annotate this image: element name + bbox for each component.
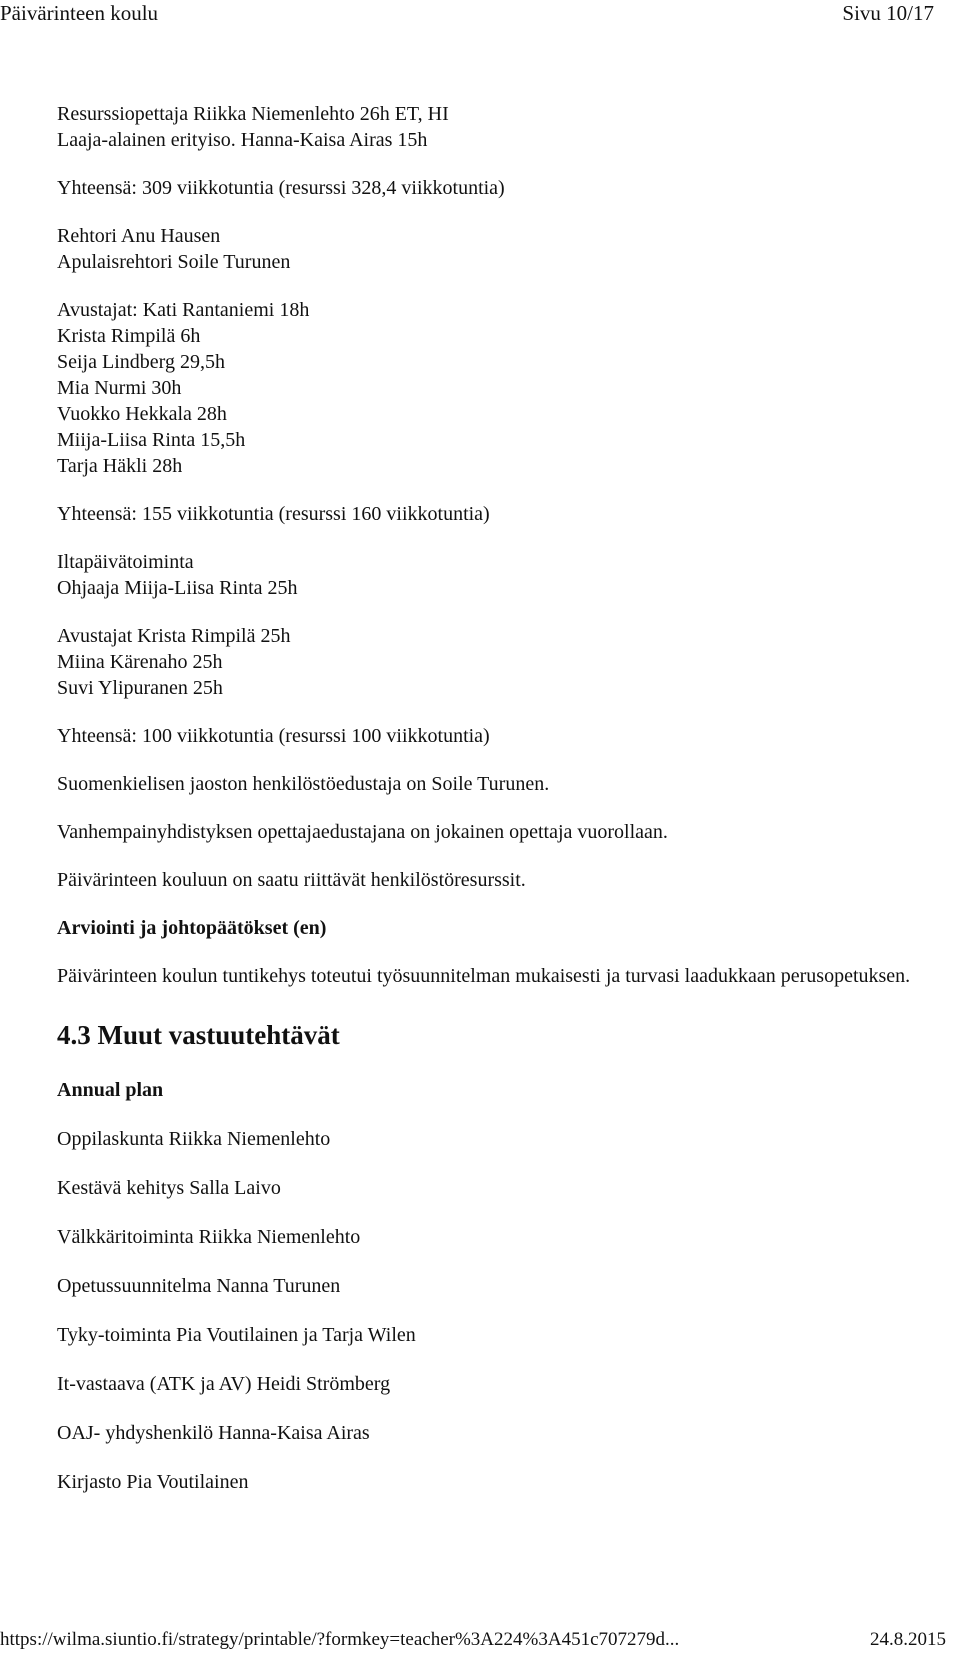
assistant-line: Avustajat: Kati Rantaniemi 18h — [57, 299, 310, 321]
afternoon-total-line: Yhteensä: 100 viikkotuntia (resurssi 100 viikkotuntia) — [57, 725, 490, 747]
teacher-total-line: Yhteensä: 309 viikkotuntia (resurssi 328,4 viikkotuntia) — [57, 177, 505, 199]
section-heading: 4.3 Muut vastuutehtävät — [57, 1020, 340, 1050]
print-date: 24.8.2015 — [870, 1629, 946, 1650]
assistant-line: Miija-Liisa Rinta 15,5h — [57, 429, 246, 451]
responsibility-item: Opetussuunnitelma Nanna Turunen — [57, 1275, 341, 1297]
responsibility-item: OAJ- yhdyshenkilö Hanna-Kaisa Airas — [57, 1422, 370, 1444]
vice-principal-line: Apulaisrehtori Soile Turunen — [57, 251, 291, 273]
assistant-total-line: Yhteensä: 155 viikkotuntia (resurssi 160 viikkotuntia) — [57, 503, 490, 525]
afternoon-assistant-line: Miina Kärenaho 25h — [57, 651, 223, 673]
assistant-line: Vuokko Hekkala 28h — [57, 403, 227, 425]
responsibility-item: It-vastaava (ATK ja AV) Heidi Strömberg — [57, 1373, 391, 1395]
principal-line: Rehtori Anu Hausen — [57, 225, 221, 247]
document-body — [57, 101, 937, 1495]
page-header-title: Päivärinteen koulu — [0, 1, 159, 25]
special-education-line: Laaja-alainen erityiso. Hanna-Kaisa Airas 15h — [57, 129, 428, 151]
staff-resources-note: Päivärinteen kouluun on saatu riittävät henkilöstöresurssit. — [57, 869, 526, 891]
responsibility-item: Kestävä kehitys Salla Laivo — [57, 1177, 281, 1199]
parents-association-note: Vanhempainyhdistyksen opettajaedustajana on jokainen opettaja vuorollaan. — [57, 821, 668, 843]
resource-teacher-line: Resurssiopettaja Riikka Niemenlehto 26h ET, HI — [57, 103, 449, 125]
evaluation-heading: Arviointi ja johtopäätökset (en) — [57, 917, 327, 939]
staff-representative-note: Suomenkielisen jaoston henkilöstöedustaja on Soile Turunen. — [57, 773, 550, 795]
responsibility-item: Oppilaskunta Riikka Niemenlehto — [57, 1128, 331, 1150]
section-subheading: Annual plan — [57, 1079, 164, 1101]
page-number: Sivu 10/17 — [842, 1, 934, 25]
assistant-line: Tarja Häkli 28h — [57, 455, 183, 477]
responsibility-item: Välkkäritoiminta Riikka Niemenlehto — [57, 1226, 361, 1248]
afternoon-assistant-line: Avustajat Krista Rimpilä 25h — [57, 625, 291, 647]
responsibility-item: Kirjasto Pia Voutilainen — [57, 1471, 249, 1493]
assistant-line: Seija Lindberg 29,5h — [57, 351, 225, 373]
assistant-line: Mia Nurmi 30h — [57, 377, 182, 399]
afternoon-assistant-line: Suvi Ylipuranen 25h — [57, 677, 223, 699]
responsibility-item: Tyky-toiminta Pia Voutilainen ja Tarja Wilen — [57, 1324, 416, 1346]
evaluation-text: Päivärinteen koulun tuntikehys toteutui työsuunnitelman mukaisesti ja turvasi laadukkaan perusopetuksen. — [57, 965, 911, 987]
assistant-line: Krista Rimpilä 6h — [57, 325, 201, 347]
afternoon-activity-title: Iltapäivätoiminta — [57, 551, 194, 573]
page-url: https://wilma.siuntio.fi/strategy/printable/?formkey=teacher%3A224%3A451c707279d... — [0, 1629, 680, 1650]
afternoon-supervisor-line: Ohjaaja Miija-Liisa Rinta 25h — [57, 577, 298, 599]
